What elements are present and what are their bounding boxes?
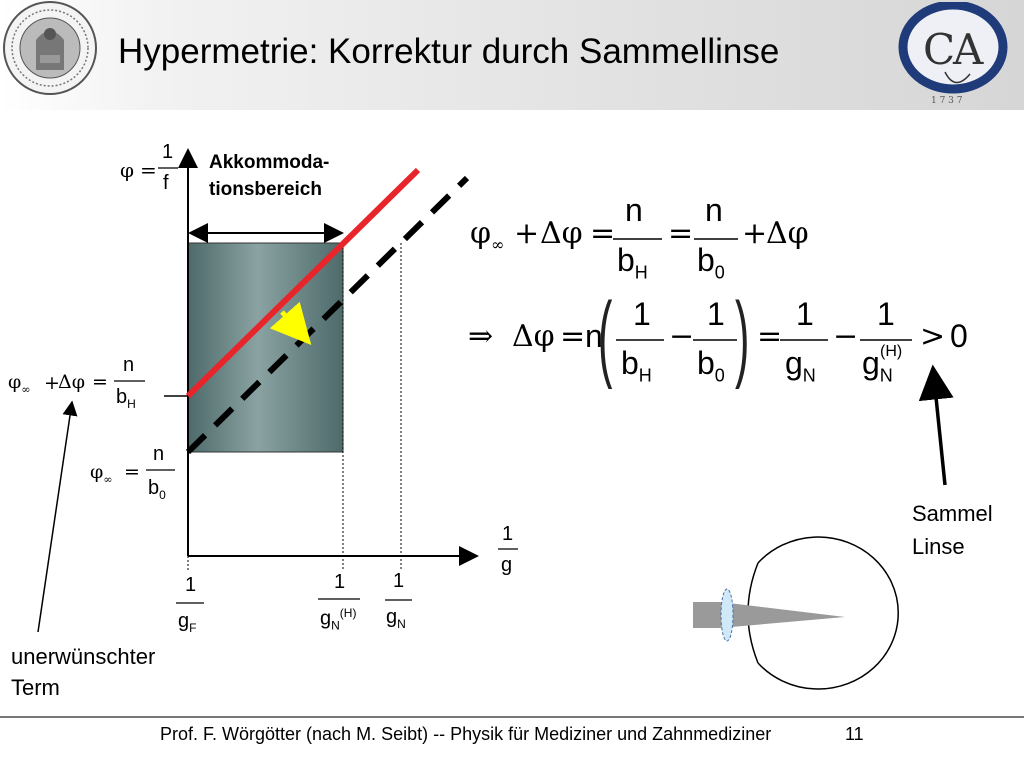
eq1-bh: $b_H$ (617, 242, 648, 283)
eq2-minus-1: − (669, 319, 695, 354)
x-axis-den: g (501, 554, 513, 576)
accommodation-label-2: tionsbereich (209, 179, 322, 200)
delta-phi: Δφ (58, 371, 86, 393)
eq2-frac1-num: 1 (633, 296, 651, 332)
x-axis-num: 1 (502, 523, 514, 545)
svg-text:C: C (923, 25, 956, 74)
eq2-equals-2: = (757, 319, 783, 354)
page-number: 11 (845, 724, 864, 744)
plus-sign: + (44, 372, 60, 394)
eq2-frac4-den: $g_N$ (862, 345, 893, 386)
unwanted-term-label-2: Term (11, 675, 60, 700)
eq2-frac4-sup: (H) (880, 343, 903, 360)
eq1-n-1: n (625, 192, 643, 228)
y-axis-den: f (163, 172, 169, 194)
equals-sign-2: = (124, 461, 140, 483)
n-bh-num: n (123, 354, 135, 376)
eq2-zero: 0 (950, 318, 968, 354)
footer-text: Prof. F. Wörgötter (nach M. Seibt) -- Physik für Mediziner und Zahnmediziner (160, 724, 772, 744)
label-phi-inf-0: $\varphi_\infty$ (90, 461, 113, 486)
svg-text:1 7 3 7: 1 7 3 7 (931, 96, 963, 106)
eq1-plus-2: + (742, 216, 768, 251)
eq2-frac3-num: 1 (796, 296, 814, 332)
eq2-right-paren: ) (735, 283, 750, 390)
accommodation-range-box (188, 243, 343, 452)
eq2-equals-1: = (560, 319, 586, 354)
y-axis-equals: = (140, 158, 157, 182)
eq2-frac2-num: 1 (707, 296, 725, 332)
n-bh-den: $b_H$ (116, 386, 136, 411)
eq1-b0: $b_0$ (697, 242, 725, 283)
eq2-left-paren: ( (598, 283, 613, 390)
label-phi-inf-h: $\varphi_\infty$ (8, 371, 31, 396)
y-axis-phi: φ (120, 158, 135, 182)
eq1-plus-1: + (514, 216, 540, 251)
eq2-greater: > (920, 319, 946, 354)
eq2-minus-2: − (833, 319, 859, 354)
unwanted-term-label-1: unerwünschter (11, 644, 156, 669)
accommodation-label-1: Akkommoda- (209, 152, 330, 173)
converging-lens-label-1: Sammel (912, 501, 993, 526)
eq2-implies: ⇒ (468, 319, 494, 354)
eq2-frac4-num: 1 (877, 296, 895, 332)
y-axis-num: 1 (162, 141, 174, 163)
eq2-frac1-den: $b_H$ (621, 345, 652, 386)
eq1-equals-2: = (668, 216, 694, 251)
footer-divider (0, 716, 1024, 718)
eq2-frac2-den: $b_0$ (697, 345, 725, 386)
n-b0-num: n (153, 443, 165, 465)
n-b0-den: $b_0$ (148, 477, 166, 502)
converging-lens-label-2: Linse (912, 534, 965, 559)
eq1-delta-phi-2: Δφ (766, 216, 809, 251)
eq1-equals-1: = (590, 216, 616, 251)
gf-num: 1 (185, 574, 197, 596)
eq1-phi-inf: $\varphi_\infty$ (470, 216, 505, 254)
gnh-den: $g_N^{(H)}$ (320, 606, 357, 633)
unwanted-term-arrow (38, 402, 72, 632)
gnh-num: 1 (334, 571, 346, 593)
gn-den: $g_N$ (386, 606, 406, 631)
eq2-n: n (585, 318, 603, 354)
eq1-n-2: n (705, 192, 723, 228)
gf-den: $g_F$ (178, 610, 197, 635)
eq2-frac3-den: $g_N$ (785, 345, 816, 386)
eq2-delta-phi: Δφ (512, 319, 555, 354)
gn-num: 1 (393, 570, 405, 592)
eye-with-lens-illustration (693, 537, 898, 689)
svg-text:A: A (953, 25, 984, 74)
lens-arrow (933, 368, 945, 485)
eq1-delta-phi-1: Δφ (540, 216, 583, 251)
slide-title: Hypermetrie: Korrektur durch Sammellinse (118, 32, 780, 71)
equals-sign: = (92, 371, 108, 393)
